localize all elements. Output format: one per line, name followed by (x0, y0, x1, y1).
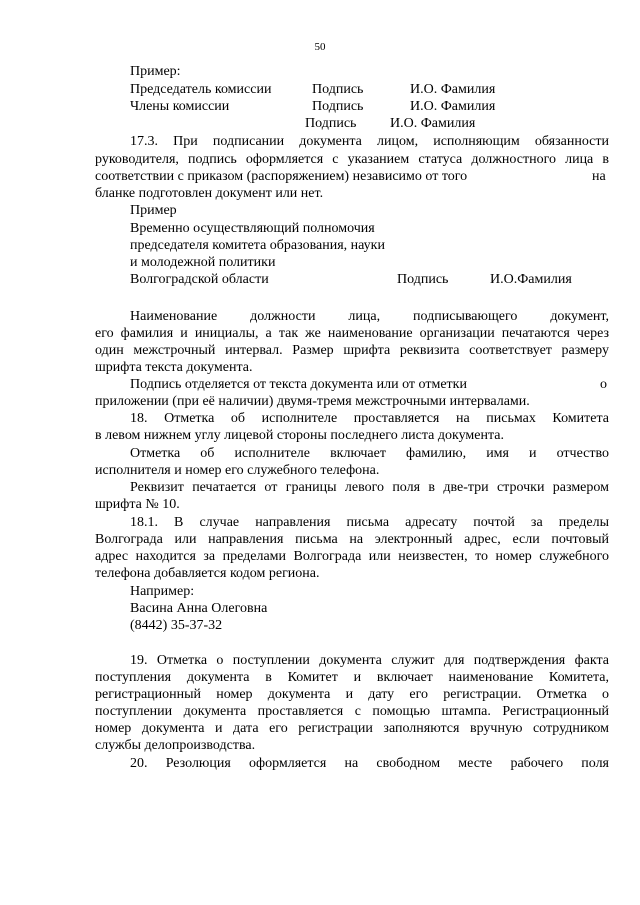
signature-sign: Подпись (312, 99, 364, 114)
executor-name: Васина Анна Олеговна (130, 601, 268, 616)
paragraph-line: о (600, 377, 607, 392)
paragraph-line: службы делопроизводства. (95, 738, 256, 753)
paragraph-line: соответствии с приказом (распоряжением) независимо от того (95, 169, 468, 184)
example-label: Пример (130, 203, 177, 218)
paragraph-line: Наименование должности лица, подписывающего документ, (130, 309, 609, 324)
paragraph-line: на (592, 169, 606, 184)
executor-phone: (8442) 35-37-32 (130, 618, 223, 633)
example-label: Пример: (130, 64, 181, 79)
paragraph-line: 19. Отметка о поступлении документа служит для подтверждения факта (130, 653, 609, 668)
paragraph-line: 18. Отметка об исполнителе проставляется на письмах Комитета (130, 411, 609, 426)
paragraph-line: Волгограда или направления письма на электронный адрес, если почтовый (95, 532, 609, 547)
paragraph-line: шрифта текста документа. (95, 360, 253, 375)
paragraph-line: его фамилия и инициалы, а так же наименование организации печатаются через (95, 326, 609, 341)
signature-sign: Подпись (312, 82, 364, 97)
paragraph-line: адрес находится за пределами Волгограда или неизвестен, то номер служебного (95, 549, 609, 564)
signature-name: И.О. Фамилия (410, 82, 496, 97)
paragraph-line: номер документа и дата его регистрации заполняются вручную сотрудником (95, 721, 609, 736)
paragraph-line: телефона добавляется кодом региона. (95, 566, 320, 581)
position-line: председателя комитета образования, науки (130, 238, 385, 253)
position-line: Волгоградской области (130, 272, 269, 287)
paragraph-line: в левом нижнем углу лицевой стороны последнего листа документа. (95, 428, 504, 443)
paragraph-line: 18.1. В случае направления письма адресату почтой за пределы (130, 515, 609, 530)
signature-sign: Подпись (397, 272, 449, 287)
paragraph-line: регистрационный номер документа и дату его регистрации. Отметка о (95, 687, 609, 702)
paragraph-line: руководителя, подпись оформляется с указанием статуса должностного лица в (95, 152, 609, 167)
position-line: Временно осуществляющий полномочия (130, 221, 375, 236)
signature-name: И.О. Фамилия (410, 99, 496, 114)
signature-name: И.О.Фамилия (490, 272, 572, 287)
paragraph-line: один межстрочный интервал. Размер шрифта реквизита соответствует размеру (95, 343, 609, 358)
paragraph-line: поступлении документа проставляется с помощью штампа. Регистрационный (95, 704, 609, 719)
signature-role: Члены комиссии (130, 99, 230, 114)
paragraph-line: шрифта № 10. (95, 497, 180, 512)
signature-role: Председатель комиссии (130, 82, 272, 97)
signature-name: И.О. Фамилия (390, 116, 476, 131)
paragraph-line: поступления документа в Комитет и включает наименование Комитета, (95, 670, 609, 685)
paragraph-line: Реквизит печатается от границы левого поля в две-три строчки размером (130, 480, 609, 495)
paragraph-line: приложении (при её наличии) двумя-тремя межстрочными интервалами. (95, 394, 530, 409)
paragraph-line: 17.3. При подписании документа лицом, исполняющим обязанности (130, 134, 609, 149)
paragraph-line: бланке подготовлен документ или нет. (95, 186, 324, 201)
example-label: Например: (130, 584, 195, 599)
position-line: и молодежной политики (130, 255, 276, 270)
paragraph-line: 20. Резолюция оформляется на свободном месте рабочего поля (130, 756, 609, 771)
signature-sign: Подпись (305, 116, 357, 131)
page-number: 50 (314, 41, 326, 53)
paragraph-line: исполнителя и номер его служебного телефона. (95, 463, 380, 478)
paragraph-line: Подпись отделяется от текста документа или от отметки (130, 377, 467, 392)
paragraph-line: Отметка об исполнителе включает фамилию, имя и отчество (130, 446, 609, 461)
